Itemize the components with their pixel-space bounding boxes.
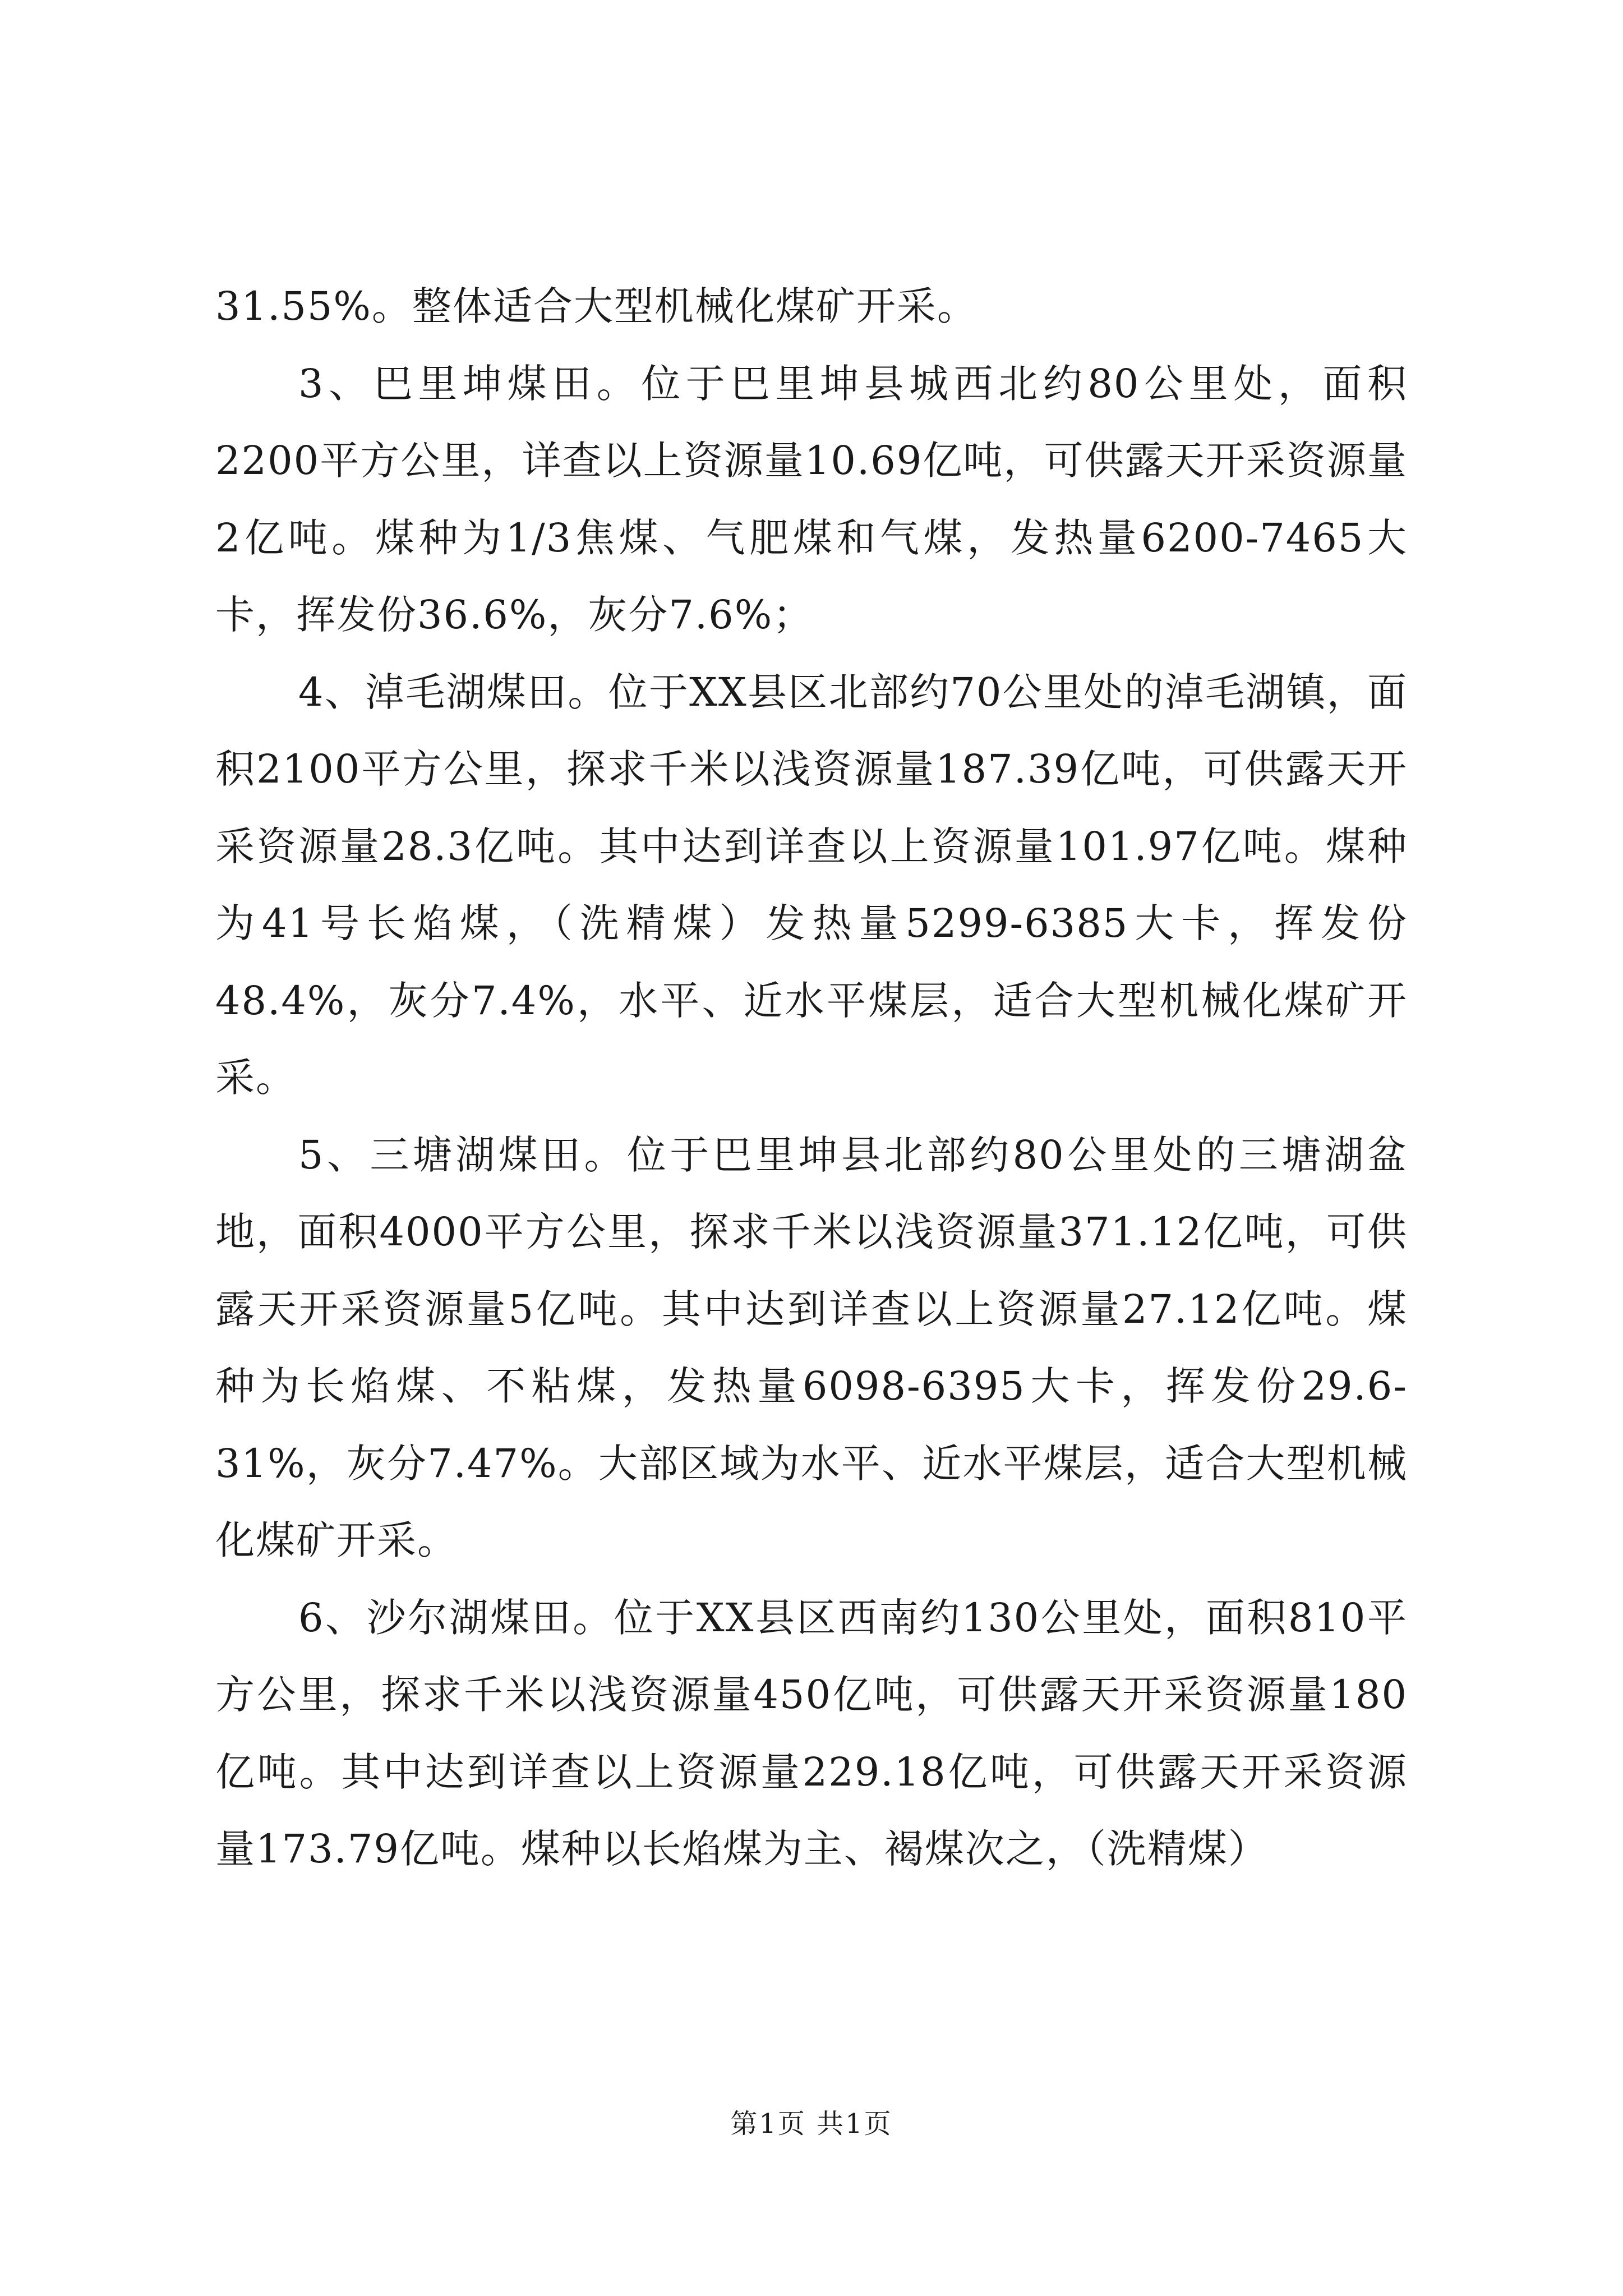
document-body xyxy=(215,268,1408,1888)
paragraph-balikun-coalfield: 3、巴里坤煤田。位于巴里坤县城西北约80公里处，面积2200平方公里，详查以上资源量10.69亿吨，可供露天开采资源量2亿吨。煤种为1/3焦煤、气肥煤和气煤，发热量6200-7465大卡，挥发份36.6%，灰分7.6%； xyxy=(215,360,1408,638)
paragraph-shaerhu-coalfield: 6、沙尔湖煤田。位于XX县区西南约130公里处，面积810平方公里，探求千米以浅资源量450亿吨，可供露天开采资源量180亿吨。其中达到详查以上资源量229.18亿吨，可供露天开采资源量173.79亿吨。煤种以长焰煤为主、褐煤次之，（洗精煤） xyxy=(215,1594,1408,1872)
paragraph-naomaohu-coalfield: 4、淖毛湖煤田。位于XX县区北部约70公里处的淖毛湖镇，面积2100平方公里，探求千米以浅资源量187.39亿吨，可供露天开采资源量28.3亿吨。其中达到详查以上资源量101.97亿吨。煤种为41号长焰煤，（洗精煤）发热量5299-6385大卡，挥发份48.4%，灰分7.4%，水平、近水平煤层，适合大型机械化煤矿开采。 xyxy=(215,669,1408,1101)
paragraph-continuation: 31.55%。整体适合大型机械化煤矿开采。 xyxy=(215,283,978,329)
paragraph-santanghu-coalfield: 5、三塘湖煤田。位于巴里坤县北部约80公里处的三塘湖盆地，面积4000平方公里，探求千米以浅资源量371.12亿吨，可供露天开采资源量5亿吨。其中达到详查以上资源量27.12亿吨。煤种为长焰煤、不粘煤，发热量6098-6395大卡，挥发份29.6-31%，灰分7.47%。大部区域为水平、近水平煤层，适合大型机械化煤矿开采。 xyxy=(215,1131,1408,1563)
page-number-footer: 第1页 共1页 xyxy=(730,2108,893,2139)
